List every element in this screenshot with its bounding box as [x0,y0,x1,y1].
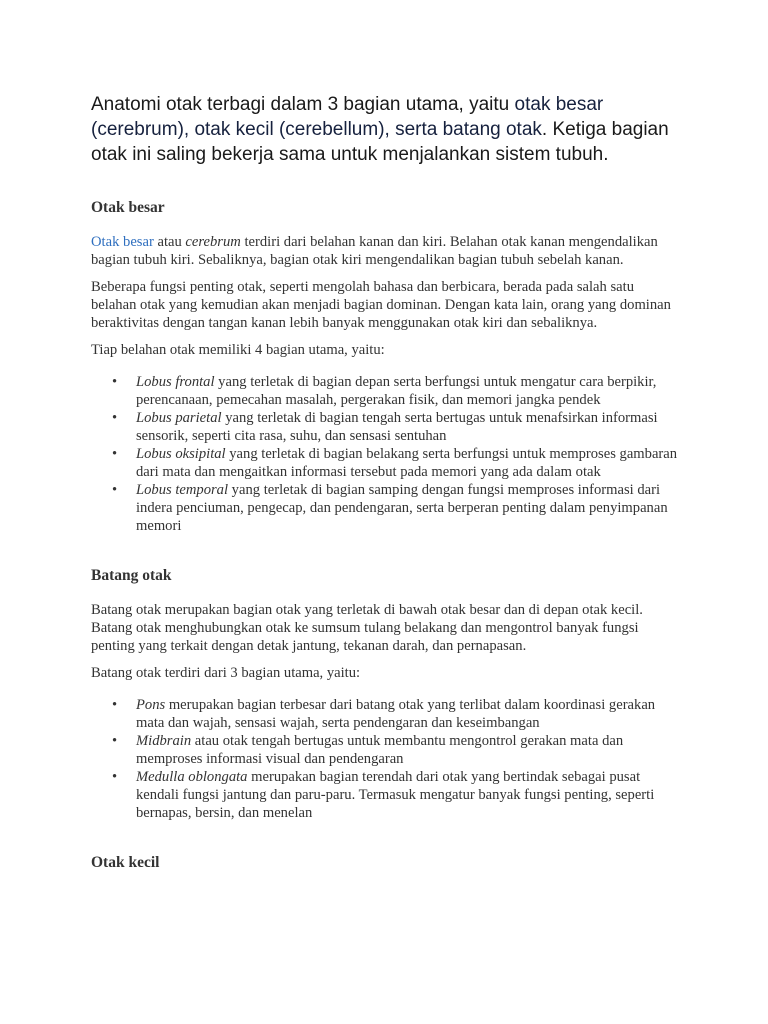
list-item-term: Midbrain [136,733,192,749]
paragraph-otak-besar-2: Beberapa fungsi penting otak, seperti mengolah bahasa dan berbicara, berada pada salah satu belahan otak yang kemudian akan menjadi bagian dominan. Dengan kata lain, orang yang dominan beraktivitas dengan tangan kanan lebih banyak menggunakan otak kiri dan sebaliknya. [91,279,671,331]
list-item-term: Lobus temporal [136,482,229,498]
bullet-icon: • [112,482,118,498]
bullet-icon: • [112,374,118,390]
otak-besar-link[interactable]: Otak besar [91,234,154,250]
text-fragment: atau [153,234,186,250]
paragraph-batang-otak-1: Batang otak merupakan bagian otak yang terletak di bawah otak besar dan di depan otak kecil. Batang otak menghubungkan otak ke sumsum tulang belakang dan mengontrol banyak fungsi penting yang terkait dengan detak jantung, tekanan darah, dan pernapasan. [91,602,643,654]
list-item-text: yang terletak di bagian tengah serta bertugas untuk menafsirkan informasi sensorik, seperti cita rasa, suhu, dan sensasi sentuhan [136,410,658,444]
list-item [91,696,682,732]
list-item [91,732,682,768]
intro-text-start: Anatomi otak terbagi dalam 3 bagian utama, yaitu [91,94,515,115]
bullet-icon: • [112,769,118,785]
list-item-term: Medulla oblongata [136,769,248,785]
intro-brain-parts-link[interactable]: otak besar (cerebrum), otak kecil (cerebellum), serta batang otak [91,94,604,140]
heading-otak-besar: Otak besar [91,199,165,216]
list-item-text: yang terletak di bagian depan serta berfungsi untuk mengatur cara berpikir, perencanaan, pemecahan masalah, pergerakan fisik, dan memori jangka pendek [136,374,657,408]
intro-text-end: . Ketiga bagian otak ini saling bekerja sama untuk menjalankan sistem tubuh. [91,119,669,165]
section-otak-kecil [91,852,682,874]
term-cerebrum: cerebrum [185,234,241,250]
paragraph-batang-otak-2: Batang otak terdiri dari 3 bagian utama, yaitu: [91,665,361,681]
list-lobus [91,373,682,535]
paragraph-otak-besar-3: Tiap belahan otak memiliki 4 bagian utama, yaitu: [91,342,385,358]
list-item [91,768,682,822]
list-item-term: Pons [136,697,166,713]
list-item [91,445,682,481]
list-item-term: Lobus oksipital [136,446,226,462]
list-item [91,409,682,445]
list-item-text: merupakan bagian terendah dari otak yang bertindak sebagai pusat kendali fungsi jantung dan paru-paru. Termasuk mengatur banyak fungsi penting, seperti bernapas, bersin, dan menelan [136,769,655,821]
list-batang-otak [91,696,682,822]
list-item-text: atau otak tengah bertugas untuk membantu mengontrol gerakan mata dan memproses informasi visual dan pendengaran [136,733,624,767]
text-fragment: terdiri dari belahan kanan dan kiri. Belahan otak kanan mengendalikan bagian tubuh kiri. Sebaliknya, bagian otak kiri mengendalikan bagian tubuh sebelah kanan. [91,234,658,268]
intro-paragraph [91,92,682,167]
heading-otak-kecil: Otak kecil [91,854,160,871]
bullet-icon: • [112,733,118,749]
heading-batang-otak: Batang otak [91,567,172,584]
bullet-icon: • [112,697,118,713]
bullet-icon: • [112,410,118,426]
list-item [91,373,682,409]
list-item-term: Lobus parietal [136,410,222,426]
section-batang-otak [91,565,682,822]
paragraph-otak-besar-1 [91,233,682,269]
section-otak-besar [91,197,682,535]
bullet-icon: • [112,446,118,462]
list-item-text: merupakan bagian terbesar dari batang otak yang terlibat dalam koordinasi gerakan mata dan wajah, sensasi wajah, serta pendengaran dan keseimbangan [136,697,656,731]
list-item-text: yang terletak di bagian belakang serta berfungsi untuk memproses gambaran dari mata dan mengaitkan informasi tersebut pada memori yang ada dalam otak [136,446,678,480]
list-item-text: yang terletak di bagian samping dengan fungsi memproses informasi dari indera penciuman, pengecap, dan pendengaran, serta berperan penting dalam penyimpanan memori [136,482,668,534]
list-item [91,481,682,535]
list-item-term: Lobus frontal [136,374,215,390]
